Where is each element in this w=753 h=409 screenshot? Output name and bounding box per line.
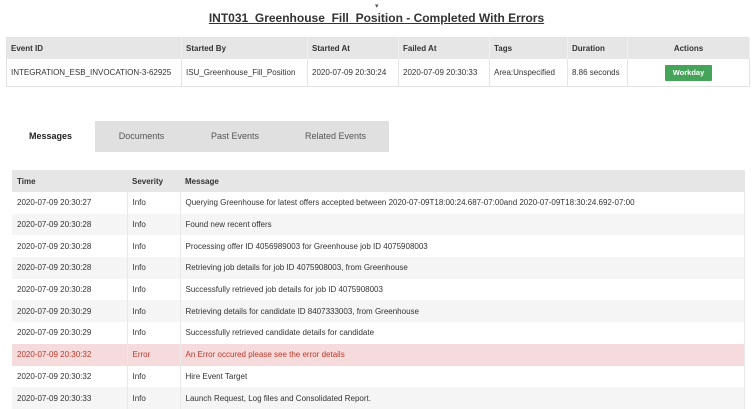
message-time: 2020-07-09 20:30:28 [12, 235, 127, 257]
message-time: 2020-07-09 20:30:33 [12, 387, 127, 409]
collapse-caret-icon[interactable]: ▾ [375, 3, 379, 10]
table-row [12, 387, 745, 409]
table-row [12, 257, 745, 279]
started-by-value: ISU_Greenhouse_Fill_Position [182, 59, 308, 87]
message-time: 2020-07-09 20:30:28 [12, 214, 127, 236]
table-row [12, 214, 745, 236]
message-text: Retrieving job details for job ID 4075908003, from Greenhouse [180, 257, 745, 279]
header-message: Message [180, 170, 745, 192]
message-severity: Info [127, 366, 180, 388]
header-duration: Duration [568, 38, 628, 60]
message-text: Hire Event Target [180, 366, 745, 388]
header-actions: Actions [628, 38, 750, 60]
message-text: Processing offer ID 4056989003 for Greenhouse job ID 4075908003 [180, 235, 745, 257]
message-severity: Info [127, 300, 180, 322]
message-time: 2020-07-09 20:30:27 [12, 192, 127, 214]
message-severity: Info [127, 322, 180, 344]
header-started-by: Started By [182, 38, 308, 60]
message-text: Successfully retrieved candidate details for candidate [180, 322, 745, 344]
message-time: 2020-07-09 20:30:32 [12, 344, 127, 366]
message-severity: Info [127, 235, 180, 257]
actions-cell [628, 59, 750, 87]
tags-value: Area:Unspecified [490, 59, 568, 87]
message-severity: Info [127, 192, 180, 214]
tab-bar [6, 121, 389, 152]
message-severity: Error [127, 344, 180, 366]
message-text: Querying Greenhouse for latest offers accepted between 2020-07-09T18:00:24.687-07:00and 2020-07-09T18:30:24.692-07:00 [180, 192, 745, 214]
message-time: 2020-07-09 20:30:32 [12, 366, 127, 388]
message-time: 2020-07-09 20:30:29 [12, 322, 127, 344]
message-text: Retrieving details for candidate ID 8407333003, from Greenhouse [180, 300, 745, 322]
event-summary-table [6, 37, 750, 87]
started-at-value: 2020-07-09 20:30:24 [308, 59, 399, 87]
message-severity: Info [127, 279, 180, 301]
message-time: 2020-07-09 20:30:28 [12, 279, 127, 301]
header-event-id: Event ID [7, 38, 182, 60]
summary-header-row [7, 38, 750, 60]
tab-related-events[interactable]: Related Events [282, 121, 389, 152]
messages-table [12, 170, 745, 409]
table-row [12, 192, 745, 214]
messages-header-row [12, 170, 745, 192]
message-text: Launch Request, Log files and Consolidated Report. [180, 387, 745, 409]
header-tags: Tags [490, 38, 568, 60]
header-failed-at: Failed At [399, 38, 490, 60]
failed-at-value: 2020-07-09 20:30:33 [399, 59, 490, 87]
tab-past-events[interactable]: Past Events [188, 121, 282, 152]
event-id-value: INTEGRATION_ESB_INVOCATION-3-62925 [7, 59, 182, 87]
message-time: 2020-07-09 20:30:29 [12, 300, 127, 322]
workday-button[interactable]: Workday [665, 65, 712, 81]
message-severity: Info [127, 387, 180, 409]
tab-messages[interactable]: Messages [6, 121, 95, 152]
table-row [12, 300, 745, 322]
header-time: Time [12, 170, 127, 192]
message-time: 2020-07-09 20:30:28 [12, 257, 127, 279]
table-row [12, 235, 745, 257]
header-severity: Severity [127, 170, 180, 192]
page-title: INT031_Greenhouse_Fill_Position - Completed With Errors [208, 11, 545, 25]
message-text: Found new recent offers [180, 214, 745, 236]
table-row [12, 366, 745, 388]
message-text: Successfully retrieved job details for job ID 4075908003 [180, 279, 745, 301]
message-severity: Info [127, 257, 180, 279]
message-text: An Error occured please see the error details [180, 344, 745, 366]
table-row [12, 322, 745, 344]
table-row [12, 279, 745, 301]
header-started-at: Started At [308, 38, 399, 60]
duration-value: 8.86 seconds [568, 59, 628, 87]
table-row-error [12, 344, 745, 366]
tab-documents[interactable]: Documents [95, 121, 188, 152]
message-severity: Info [127, 214, 180, 236]
summary-row [7, 59, 750, 87]
messages-body [12, 192, 745, 409]
